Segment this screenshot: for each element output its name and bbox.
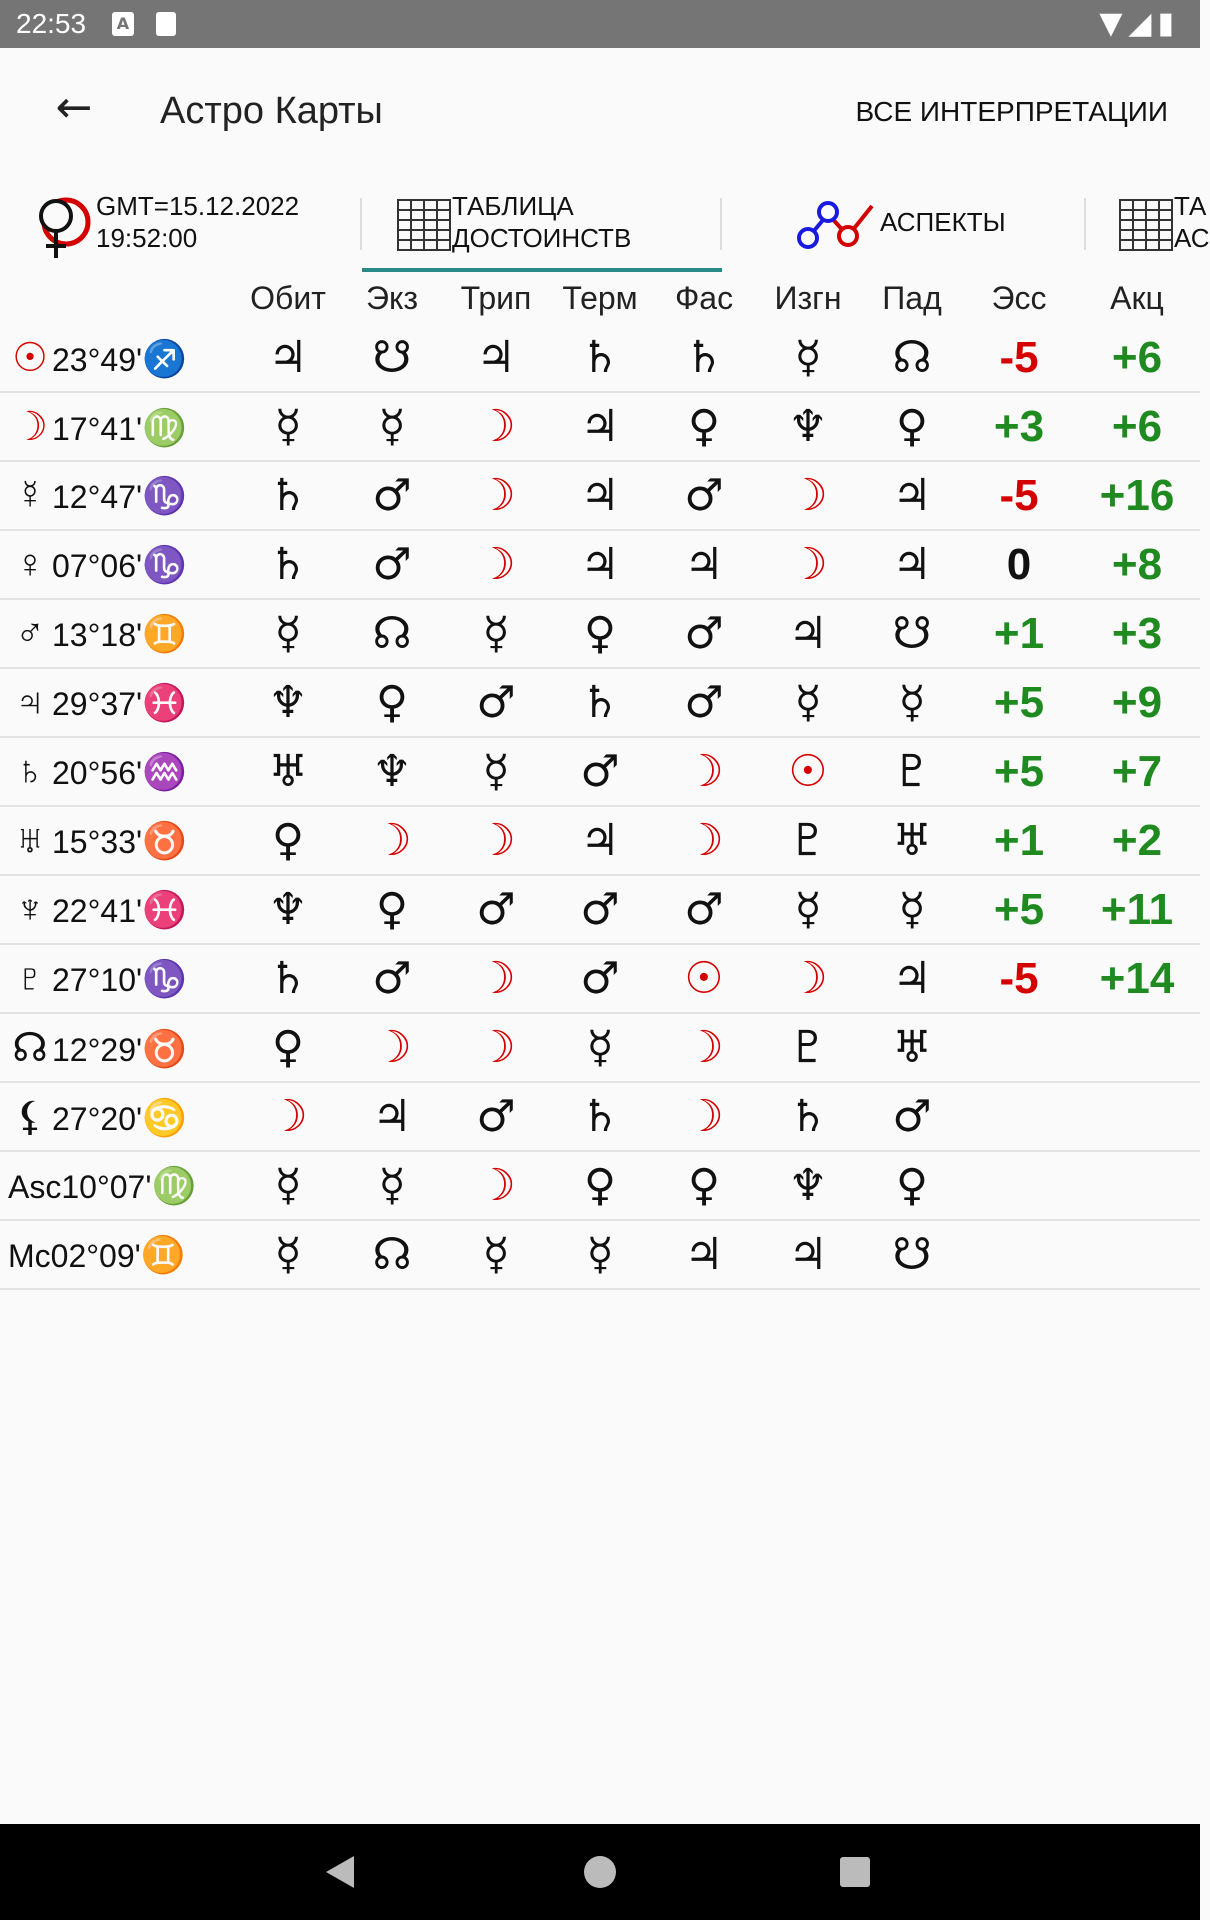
dignity-ruler-icon: ☽	[652, 1082, 756, 1151]
col-header: Терм	[562, 279, 638, 316]
dignity-ruler-icon: ♄	[756, 1082, 860, 1151]
dignity-ruler-icon: ☉	[756, 737, 860, 806]
dignity-ruler-icon: ♂	[652, 668, 756, 737]
tab-chart-time-label: GMT=15.12.2022 19:52:00	[96, 191, 300, 253]
essential-score: +5	[964, 875, 1074, 944]
planet-glyph-icon: ♅	[15, 818, 45, 862]
zodiac-sign-icon: ♑	[142, 475, 187, 516]
accidental-score: +11	[1074, 875, 1200, 944]
zodiac-sign-icon: ♉	[142, 820, 187, 861]
status-time: 22:53	[16, 8, 87, 39]
essential-score	[964, 1082, 1074, 1151]
dignity-ruler-icon: ☿	[444, 1220, 548, 1289]
planet-glyph-icon: ⚸	[15, 1094, 45, 1139]
planet-glyph-icon: ♄	[15, 749, 45, 793]
dignity-ruler-icon: ♀	[236, 1013, 340, 1082]
dignity-ruler-icon: ☿	[548, 1013, 652, 1082]
dignity-ruler-icon: ☿	[236, 1151, 340, 1220]
dignity-ruler-icon: ☽	[652, 737, 756, 806]
dignity-ruler-icon: ☽	[340, 806, 444, 875]
essential-score: +5	[964, 668, 1074, 737]
grid-icon	[1118, 198, 1174, 252]
planet-cell	[0, 1151, 236, 1220]
dignity-ruler-icon: ♀	[860, 1151, 964, 1220]
planet-position: 12°29'	[52, 1031, 143, 1068]
dignity-ruler-icon: ☿	[340, 392, 444, 461]
accidental-score	[1074, 1151, 1200, 1220]
dignity-ruler-icon: ♄	[548, 1082, 652, 1151]
planet-glyph-icon: ♇	[15, 956, 45, 1000]
dignity-ruler-icon: ♆	[756, 392, 860, 461]
venus-moon-icon	[26, 190, 98, 262]
col-header: Акц	[1110, 279, 1164, 316]
planet-cell	[0, 1013, 236, 1082]
planet-position: 10°07'	[61, 1168, 152, 1205]
dignity-ruler-icon: ♃	[652, 530, 756, 599]
dignity-ruler-icon: ♃	[340, 1082, 444, 1151]
dignity-ruler-icon: ☽	[756, 461, 860, 530]
planet-position: 22°41'	[52, 893, 143, 929]
essential-score: +1	[964, 599, 1074, 668]
dignity-ruler-icon: ☽	[756, 530, 860, 599]
dignity-ruler-icon: ♀	[652, 392, 756, 461]
planet-glyph-icon: ☽	[12, 404, 48, 449]
col-header: Фас	[674, 279, 734, 316]
tab-aspects[interactable]	[722, 176, 1086, 272]
planet-glyph-icon: Asc	[8, 1168, 62, 1205]
essential-score: 0	[964, 530, 1074, 599]
tab-aspects-label: АСПЕКТЫ	[880, 207, 1006, 237]
dignity-ruler-icon: ♃	[652, 1220, 756, 1289]
status-bar	[0, 0, 1200, 48]
dignity-ruler-icon: ♃	[548, 392, 652, 461]
dignity-ruler-icon: ♂	[652, 875, 756, 944]
planet-cell	[0, 737, 236, 806]
planet-position: 29°37'	[52, 686, 143, 722]
dignity-ruler-icon: ☽	[444, 1151, 548, 1220]
planet-cell	[0, 806, 236, 875]
table-row[interactable]	[0, 1013, 1200, 1082]
dignity-ruler-icon: ♄	[652, 324, 756, 392]
accidental-score: +14	[1074, 944, 1200, 1013]
table-row[interactable]	[0, 324, 1200, 392]
app-bar	[0, 48, 1200, 176]
planet-cell	[0, 324, 236, 392]
planet-position: 17°41'	[52, 410, 143, 447]
tab-aspects-table-label: ТА АС	[1174, 191, 1210, 253]
planet-position: 12°47'	[52, 479, 143, 515]
col-header: Изгн	[774, 279, 842, 316]
dignity-ruler-icon: ♆	[340, 737, 444, 806]
wifi-signal-battery-icons: ▼◢▮	[1099, 6, 1180, 41]
dignity-ruler-icon: ☿	[340, 1151, 444, 1220]
zodiac-sign-icon: ♒	[142, 751, 187, 792]
dignity-ruler-icon: ♂	[340, 530, 444, 599]
col-header: Пад	[882, 279, 942, 316]
accidental-score	[1074, 1013, 1200, 1082]
table-row[interactable]	[0, 461, 1200, 530]
dignity-ruler-icon: ♀	[652, 1151, 756, 1220]
dignity-ruler-icon: ♂	[444, 1082, 548, 1151]
planet-position: 27°20'	[52, 1100, 143, 1137]
planet-cell	[0, 530, 236, 599]
table-row[interactable]	[0, 668, 1200, 737]
essential-score	[964, 1220, 1074, 1289]
dignity-ruler-icon: ☿	[444, 737, 548, 806]
dignity-ruler-icon: ♂	[548, 737, 652, 806]
table-row[interactable]	[0, 530, 1200, 599]
dignity-ruler-icon: ☿	[860, 875, 964, 944]
dignity-ruler-icon: ♆	[756, 1151, 860, 1220]
essential-score: +1	[964, 806, 1074, 875]
essential-score: +5	[964, 737, 1074, 806]
dignity-ruler-icon: ♀	[340, 668, 444, 737]
table-row[interactable]	[0, 806, 1200, 875]
planet-glyph-icon: ♀	[15, 542, 45, 586]
zodiac-sign-icon: ♐	[142, 337, 187, 379]
table-row[interactable]	[0, 1082, 1200, 1151]
planet-glyph-icon: ♆	[15, 887, 45, 931]
dignity-ruler-icon: ♂	[444, 875, 548, 944]
dignity-ruler-icon: ☿	[756, 875, 860, 944]
table-row[interactable]	[0, 392, 1200, 461]
zodiac-sign-icon: ♊	[142, 613, 187, 654]
dignity-ruler-icon: ☽	[444, 461, 548, 530]
essential-score	[964, 1151, 1074, 1220]
dignity-ruler-icon: ☽	[444, 1013, 548, 1082]
dignity-ruler-icon: ♂	[548, 875, 652, 944]
planet-cell	[0, 392, 236, 461]
dignity-ruler-icon: ☿	[756, 668, 860, 737]
dignity-ruler-icon: ♇	[756, 1013, 860, 1082]
dignities-table	[0, 272, 1200, 1290]
zodiac-sign-icon: ♍	[142, 406, 187, 448]
dignity-ruler-icon: ♂	[860, 1082, 964, 1151]
accidental-score: +16	[1074, 461, 1200, 530]
dignity-ruler-icon: ♂	[652, 599, 756, 668]
keyboard-notification-icon: A	[112, 12, 134, 36]
accidental-score	[1074, 1082, 1200, 1151]
dignity-ruler-icon: ☋	[860, 599, 964, 668]
dignity-ruler-icon: ☋	[860, 1220, 964, 1289]
dignity-ruler-icon: ♃	[756, 599, 860, 668]
system-nav-bar	[0, 1824, 1200, 1920]
essential-score: +3	[964, 392, 1074, 461]
aspects-icon	[794, 194, 880, 254]
dignity-ruler-icon: ♂	[652, 461, 756, 530]
planet-glyph-icon: ♂	[15, 611, 45, 655]
planet-cell	[0, 599, 236, 668]
planet-cell	[0, 668, 236, 737]
table-header-row	[0, 272, 1200, 324]
nav-recents-icon[interactable]	[840, 1857, 870, 1887]
dignity-ruler-icon: ☊	[860, 324, 964, 392]
planet-glyph-icon: ♃	[15, 680, 45, 724]
dignity-ruler-icon: ♃	[860, 530, 964, 599]
dignity-ruler-icon: ♂	[340, 944, 444, 1013]
planet-position: 27°10'	[52, 962, 143, 998]
dignity-ruler-icon: ☿	[236, 392, 340, 461]
table-row[interactable]	[0, 599, 1200, 668]
nav-home-icon[interactable]	[584, 1856, 616, 1888]
grid-icon	[396, 198, 452, 252]
table-row[interactable]	[0, 1220, 1200, 1289]
dignity-ruler-icon: ☿	[548, 1220, 652, 1289]
tab-dignities-table[interactable]	[362, 176, 722, 272]
accidental-score: +9	[1074, 668, 1200, 737]
dignity-ruler-icon: ♇	[860, 737, 964, 806]
zodiac-sign-icon: ♑	[142, 958, 187, 999]
planet-position: 15°33'	[52, 824, 143, 860]
dignity-ruler-icon: ♀	[860, 392, 964, 461]
planet-glyph-icon: ☉	[12, 335, 48, 380]
dignity-ruler-icon: ♆	[236, 668, 340, 737]
planet-cell	[0, 875, 236, 944]
all-interpretations-button[interactable]: ВСЕ ИНТЕРПРЕТАЦИИ	[855, 96, 1168, 127]
dignity-ruler-icon: ♄	[236, 461, 340, 530]
accidental-score: +3	[1074, 599, 1200, 668]
planet-position: 20°56'	[52, 755, 143, 791]
dignity-ruler-icon: ♂	[548, 944, 652, 1013]
zodiac-sign-icon: ♊	[140, 1233, 186, 1275]
table-row[interactable]	[0, 944, 1200, 1013]
essential-score	[964, 1013, 1074, 1082]
planet-cell	[0, 944, 236, 1013]
zodiac-sign-icon: ♍	[151, 1164, 197, 1206]
tab-bar	[0, 176, 1210, 272]
dignity-ruler-icon: ♇	[756, 806, 860, 875]
dignity-ruler-icon: ☽	[652, 806, 756, 875]
dignity-ruler-icon: ♃	[756, 1220, 860, 1289]
dignity-ruler-icon: ♄	[236, 944, 340, 1013]
dignity-ruler-icon: ♃	[236, 324, 340, 392]
accidental-score: +8	[1074, 530, 1200, 599]
accidental-score	[1074, 1220, 1200, 1289]
nav-back-icon[interactable]	[326, 1856, 354, 1888]
dignity-ruler-icon: ♀	[236, 806, 340, 875]
dignity-ruler-icon: ☽	[340, 1013, 444, 1082]
planet-position: 13°18'	[52, 617, 143, 653]
dignity-ruler-icon: ♃	[548, 461, 652, 530]
dignity-ruler-icon: ♄	[548, 668, 652, 737]
dignity-ruler-icon: ☋	[340, 324, 444, 392]
zodiac-sign-icon: ♉	[142, 1027, 187, 1069]
dignity-ruler-icon: ☽	[652, 1013, 756, 1082]
page-title: Астро Карты	[160, 90, 383, 132]
dignity-ruler-icon: ☿	[860, 668, 964, 737]
table-row[interactable]	[0, 737, 1200, 806]
dignity-ruler-icon: ♄	[236, 530, 340, 599]
zodiac-sign-icon: ♋	[142, 1096, 187, 1138]
dignity-ruler-icon: ♀	[548, 1151, 652, 1220]
essential-score: -5	[964, 461, 1074, 530]
dignity-ruler-icon: ♃	[444, 324, 548, 392]
col-header: Экз	[365, 279, 419, 316]
accidental-score: +2	[1074, 806, 1200, 875]
accidental-score: +6	[1074, 392, 1200, 461]
planet-cell	[0, 461, 236, 530]
dignity-ruler-icon: ☊	[340, 599, 444, 668]
col-header: Трип	[460, 279, 532, 316]
col-header: Эсс	[991, 279, 1047, 316]
dignity-ruler-icon: ♀	[340, 875, 444, 944]
tab-chart-time[interactable]	[0, 176, 362, 272]
essential-score: -5	[964, 324, 1074, 392]
dignity-ruler-icon: ☿	[236, 599, 340, 668]
back-arrow-icon[interactable]: ←	[55, 82, 93, 133]
dignity-ruler-icon: ☽	[444, 392, 548, 461]
dignity-ruler-icon: ☿	[236, 1220, 340, 1289]
planet-cell	[0, 1220, 236, 1289]
dignity-ruler-icon: ♅	[236, 737, 340, 806]
sd-card-icon	[156, 12, 176, 36]
dignity-ruler-icon: ☽	[444, 806, 548, 875]
dignity-ruler-icon: ♂	[444, 668, 548, 737]
zodiac-sign-icon: ♓	[142, 889, 187, 930]
dignity-ruler-icon: ♀	[548, 599, 652, 668]
col-header: Обит	[250, 279, 326, 316]
dignity-ruler-icon: ☿	[444, 599, 548, 668]
dignity-ruler-icon: ♃	[548, 806, 652, 875]
planet-position: 02°09'	[50, 1237, 141, 1274]
dignity-ruler-icon: ♅	[860, 806, 964, 875]
dignity-ruler-icon: ☽	[444, 944, 548, 1013]
zodiac-sign-icon: ♑	[142, 544, 187, 585]
tab-dignities-label: ТАБЛИЦА ДОСТОИНСТВ	[452, 191, 632, 253]
dignity-ruler-icon: ♃	[548, 530, 652, 599]
planet-glyph-icon: ☊	[12, 1025, 48, 1070]
planet-cell	[0, 1082, 236, 1151]
dignity-ruler-icon: ♂	[340, 461, 444, 530]
dignity-ruler-icon: ♄	[548, 324, 652, 392]
planet-position: 07°06'	[52, 548, 143, 584]
planet-glyph-icon: Mc	[8, 1237, 51, 1274]
dignity-ruler-icon: ☊	[340, 1220, 444, 1289]
dignity-ruler-icon: ☿	[756, 324, 860, 392]
tab-aspects-table[interactable]	[1086, 176, 1210, 272]
table-row[interactable]	[0, 875, 1200, 944]
dignity-ruler-icon: ♅	[860, 1013, 964, 1082]
dignity-ruler-icon: ♆	[236, 875, 340, 944]
dignity-ruler-icon: ♃	[860, 944, 964, 1013]
accidental-score: +6	[1074, 324, 1200, 392]
planet-glyph-icon: ☿	[15, 473, 45, 517]
essential-score: -5	[964, 944, 1074, 1013]
dignity-ruler-icon: ☽	[444, 530, 548, 599]
dignity-ruler-icon: ♃	[860, 461, 964, 530]
dignity-ruler-icon: ☉	[652, 944, 756, 1013]
table-row[interactable]	[0, 1151, 1200, 1220]
dignity-ruler-icon: ☽	[236, 1082, 340, 1151]
planet-position: 23°49'	[52, 341, 143, 378]
accidental-score: +7	[1074, 737, 1200, 806]
zodiac-sign-icon: ♓	[142, 682, 187, 723]
dignity-ruler-icon: ☽	[756, 944, 860, 1013]
